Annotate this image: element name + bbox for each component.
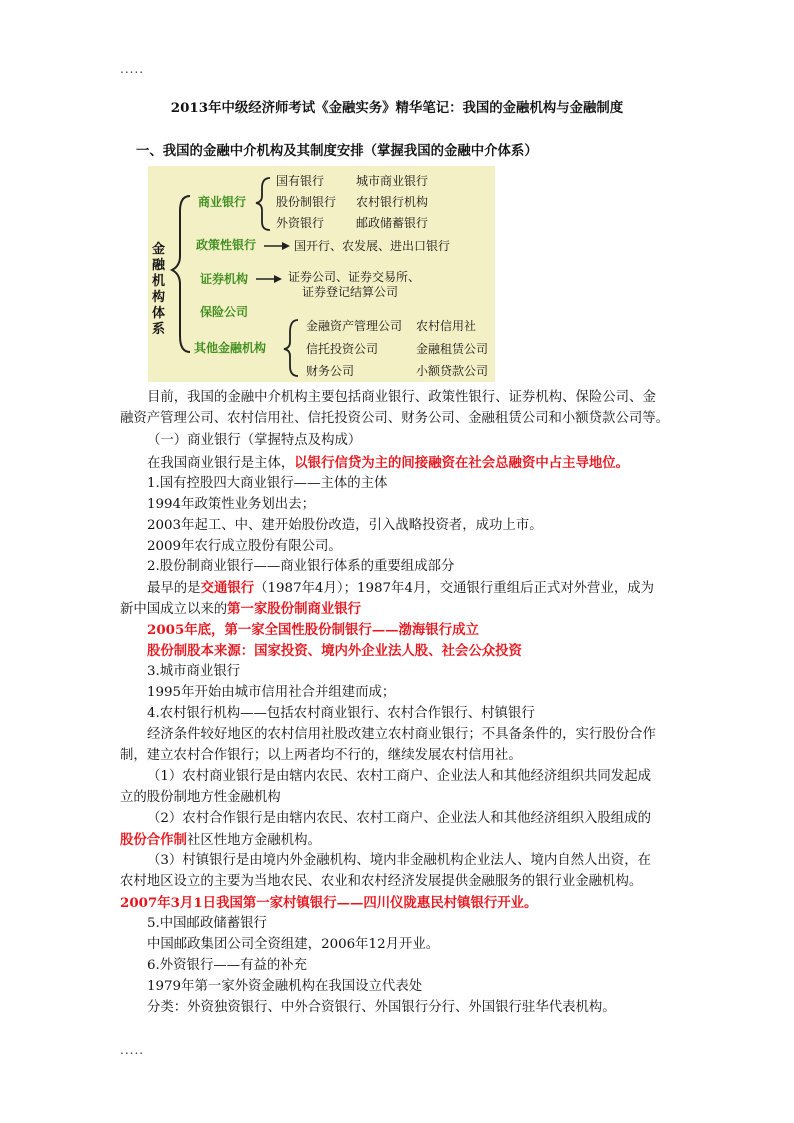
list-item: 中国邮政集团公司全资组建，2006年12月开业。 xyxy=(147,937,440,952)
other-item: 信托投资公司 xyxy=(306,342,379,356)
paragraph-line: 农村地区设立的主要为当地农民、农业和农村经济发展提供金融服务的银行业金融机构。 xyxy=(120,874,643,889)
text-span: （1987年4月）；1987年4月，交通银行重组后正式对外营业，成为 xyxy=(254,581,654,596)
securities-item: 证券公司、证券交易所、 xyxy=(288,270,421,284)
subheading-commercial-bank: （一）商业银行（掌握特点及构成） xyxy=(147,433,362,448)
highlight-line: 股份制股本来源：国家投资、境内外企业法人股、社会公众投资 xyxy=(147,643,522,659)
securities-item: 证券登记结算公司 xyxy=(302,285,399,299)
list-item: 1994年政策性业务划出去； xyxy=(147,497,315,512)
list-item: 1995年开始由城市信用社合并组建而成； xyxy=(147,685,396,700)
other-item: 金融租赁公司 xyxy=(416,342,489,356)
paragraph-line: 立的股份制地方性金融机构 xyxy=(120,790,281,805)
highlight-line: 2007年3月1日我国第一家村镇银行——四川仪陇惠民村镇银行开业。 xyxy=(120,895,538,911)
list-item: 1979年第一家外资金融机构在我国设立代表处 xyxy=(147,979,423,994)
list-item: 6.外资银行——有益的补充 xyxy=(147,958,308,973)
highlight-line: 2005年底，第一家全国性股份制银行——渤海银行成立 xyxy=(147,622,479,638)
highlight-text: 第一家股份制商业银行 xyxy=(227,601,362,617)
highlight-text: 以银行信贷为主的间接融资在社会总融资中占主导地位。 xyxy=(294,455,630,471)
commercial-item: 城市商业银行 xyxy=(356,174,429,188)
paragraph-line xyxy=(147,453,629,474)
category-policy-bank: 政策性银行 xyxy=(196,238,257,252)
paragraph-line xyxy=(120,830,321,851)
policy-items: 国开行、农发展、进出口银行 xyxy=(294,239,451,253)
text-span: 在我国商业银行是主体， xyxy=(147,456,295,471)
footer-dots: ..... xyxy=(120,1043,145,1057)
list-item: 2003年起工、中、建开始股份改造，引入战略投资者，成功上市。 xyxy=(147,518,543,533)
category-other: 其他金融机构 xyxy=(194,341,267,355)
category-securities: 证券机构 xyxy=(200,272,249,286)
other-item: 小额贷款公司 xyxy=(416,364,489,378)
other-item: 财务公司 xyxy=(306,364,355,378)
list-item: 2009年农行成立股份有限公司。 xyxy=(147,539,342,554)
list-item: 2.股份制商业银行——商业银行体系的重要组成部分 xyxy=(147,559,455,574)
list-item: 5.中国邮政储蓄银行 xyxy=(147,916,267,931)
paragraph-line: 融资产管理公司、农村信用社、信托投资公司、财务公司、金融租赁公司和小额贷款公司等。 xyxy=(120,411,670,426)
other-item: 农村信用社 xyxy=(416,319,477,333)
highlight-text: 股份合作制 xyxy=(120,832,187,848)
section-heading: 一、我国的金融中介机构及其制度安排（掌握我国的金融中介体系） xyxy=(136,143,538,159)
paragraph-line: 目前，我国的金融中介机构主要包括商业银行、政策性银行、证券机构、保险公司、金 xyxy=(147,390,656,405)
diagram-root-label: 金融机构体系 xyxy=(152,242,166,337)
list-item: 1.国有控股四大商业银行——主体的主体 xyxy=(147,476,388,491)
paragraph-line: （2）农村合作银行是由辖内农民、农村工商户、企业法人和其他经济组织入股组成的 xyxy=(147,811,651,826)
text-span: 最早的是 xyxy=(147,581,201,596)
commercial-item: 外资银行 xyxy=(276,216,325,230)
list-item: 分类：外资独资银行、中外合资银行、外国银行分行、外国银行驻华代表机构。 xyxy=(147,1000,616,1015)
page-title: 2013年中级经济师考试《金融实务》精华笔记：我国的金融机构与金融制度 xyxy=(170,100,624,116)
paragraph-line: 经济条件较好地区的农村信用社股改建立农村商业银行；不具备条件的，实行股份合作 xyxy=(147,727,656,742)
list-item: 4.农村银行机构——包括农村商业银行、农村合作银行、村镇银行 xyxy=(147,706,535,721)
paragraph-line: （1）农村商业银行是由辖内农民、农村工商户、企业法人和其他经济组织共同发起成 xyxy=(147,769,651,784)
highlight-text: 交通银行 xyxy=(200,580,255,596)
header-dots: ..... xyxy=(120,62,145,76)
list-item: 3.城市商业银行 xyxy=(147,664,241,679)
commercial-item: 国有银行 xyxy=(276,174,325,188)
text-span: 新中国成立以来的 xyxy=(120,602,228,617)
paragraph-line xyxy=(120,599,361,620)
category-commercial-bank: 商业银行 xyxy=(198,195,247,209)
commercial-item: 股份制银行 xyxy=(276,195,337,209)
category-insurance: 保险公司 xyxy=(200,305,249,319)
other-item: 金融资产管理公司 xyxy=(306,319,403,333)
text-span: 社区性地方金融机构。 xyxy=(186,833,321,848)
paragraph-line xyxy=(147,578,654,599)
paragraph-line: 制，建立农村合作银行；以上两者均不行的，继续发展农村信用社。 xyxy=(120,748,522,763)
commercial-item: 农村银行机构 xyxy=(356,195,429,209)
financial-institution-diagram xyxy=(148,166,495,382)
commercial-item: 邮政储蓄银行 xyxy=(356,216,429,230)
paragraph-line: （3）村镇银行是由境内外金融机构、境内非金融机构企业法人、境内自然人出资，在 xyxy=(147,853,651,868)
